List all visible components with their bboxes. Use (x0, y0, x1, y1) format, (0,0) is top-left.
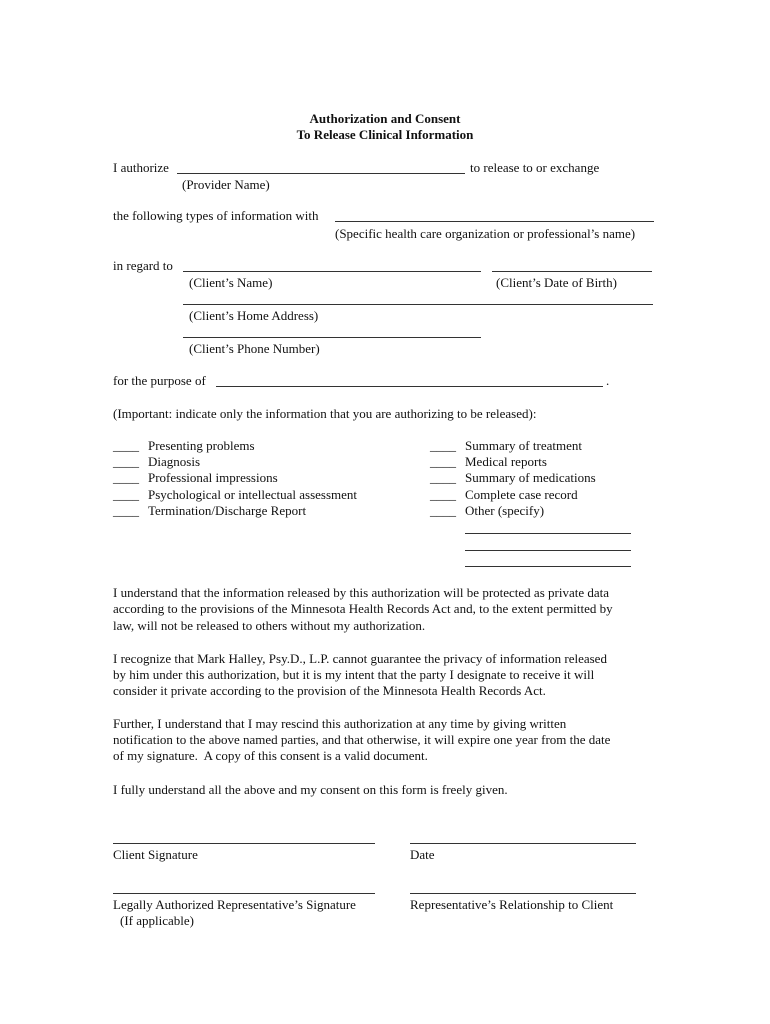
rep-if-applicable-label: (If applicable) (120, 913, 194, 928)
provider-name-field[interactable] (177, 173, 465, 174)
regard-label: in regard to (113, 258, 173, 273)
client-dob-field[interactable] (492, 271, 652, 272)
other-specify-line[interactable] (465, 550, 631, 551)
paragraph-line: by him under this authorization, but it is my intent that the party I designate to receive it will (113, 667, 595, 682)
checklist-item-summary-medications: Summary of medications (465, 470, 596, 485)
form-title: Authorization and Consent (309, 111, 461, 126)
checklist-item-psychological-assessment: Psychological or intellectual assessment (148, 487, 358, 502)
client-signature-label: Client Signature (113, 847, 198, 862)
checkbox-blank[interactable]: ____ (113, 487, 139, 502)
checklist-item-summary-treatment: Summary of treatment (465, 438, 582, 453)
rep-signature-field[interactable] (113, 893, 375, 894)
checkbox-blank[interactable]: ____ (113, 470, 139, 485)
other-specify-line[interactable] (465, 533, 631, 534)
checklist-item-complete-record: Complete case record (465, 487, 578, 502)
paragraph-line: I recognize that Mark Halley, Psy.D., L.P. cannot guarantee the privacy of information released (113, 651, 607, 666)
client-phone-field[interactable] (183, 337, 481, 338)
checklist-item-professional-impressions: Professional impressions (148, 470, 278, 485)
checkbox-blank[interactable]: ____ (430, 454, 456, 469)
purpose-suffix: . (606, 373, 610, 388)
checkbox-blank[interactable]: ____ (113, 503, 139, 518)
paragraph-line: I fully understand all the above and my consent on this form is freely given. (113, 782, 508, 797)
checklist-item-other: Other (specify) (465, 503, 545, 518)
checkbox-blank[interactable]: ____ (113, 438, 139, 453)
paragraph-line: Further, I understand that I may rescind this authorization at any time by giving written (113, 716, 567, 731)
checklist-item-presenting-problems: Presenting problems (148, 438, 255, 453)
checkbox-blank[interactable]: ____ (430, 487, 456, 502)
client-name-caption: (Client’s Name) (189, 275, 273, 290)
client-phone-caption: (Client’s Phone Number) (189, 341, 320, 356)
important-note: (Important: indicate only the information that you are authorizing to be released): (113, 406, 537, 421)
info-with-label: the following types of information with (113, 208, 319, 223)
rep-relationship-field[interactable] (410, 893, 636, 894)
paragraph-line: according to the provisions of the Minnesota Health Records Act and, to the extent permitted by (113, 601, 613, 616)
organization-name-field[interactable] (335, 221, 654, 222)
paragraph-line: notification to the above named parties, and that otherwise, it will expire one year from the date (113, 732, 611, 747)
purpose-label: for the purpose of (113, 373, 206, 388)
checklist-item-termination-report: Termination/Discharge Report (148, 503, 307, 518)
paragraph-line: of my signature. A copy of this consent is a valid document. (113, 748, 428, 763)
checklist-item-medical-reports: Medical reports (465, 454, 547, 469)
checkbox-blank[interactable]: ____ (430, 503, 456, 518)
authorize-suffix: to release to or exchange (470, 160, 600, 175)
paragraph-line: I understand that the information released by this authorization will be protected as private data (113, 585, 609, 600)
paragraph-line: consider it private according to the provision of the Minnesota Health Records Act. (113, 683, 546, 698)
client-address-caption: (Client’s Home Address) (189, 308, 319, 323)
other-specify-line[interactable] (465, 566, 631, 567)
organization-name-caption: (Specific health care organization or professional’s name) (335, 226, 636, 241)
form-subtitle: To Release Clinical Information (296, 127, 474, 142)
checkbox-blank[interactable]: ____ (430, 470, 456, 485)
authorize-label: I authorize (113, 160, 169, 175)
checkbox-blank[interactable]: ____ (113, 454, 139, 469)
client-name-field[interactable] (183, 271, 481, 272)
client-signature-field[interactable] (113, 843, 375, 844)
checklist-item-diagnosis: Diagnosis (148, 454, 200, 469)
date-field[interactable] (410, 843, 636, 844)
client-address-field[interactable] (183, 304, 653, 305)
client-dob-caption: (Client’s Date of Birth) (496, 275, 617, 290)
purpose-field[interactable] (216, 386, 603, 387)
checkbox-blank[interactable]: ____ (430, 438, 456, 453)
paragraph-line: law, will not be released to others without my authorization. (113, 618, 426, 633)
rep-signature-label: Legally Authorized Representative’s Signature (113, 897, 356, 912)
rep-relationship-label: Representative’s Relationship to Client (410, 897, 614, 912)
provider-name-caption: (Provider Name) (182, 177, 270, 192)
date-label: Date (410, 847, 435, 862)
